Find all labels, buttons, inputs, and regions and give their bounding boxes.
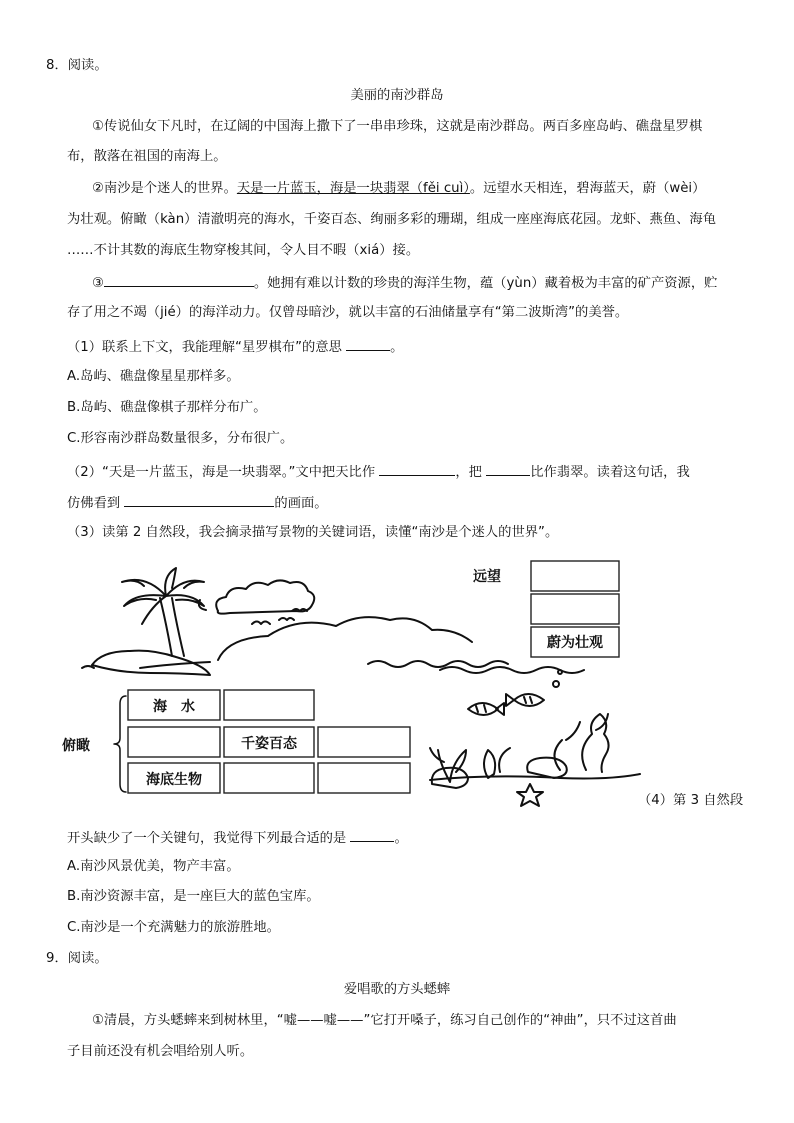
far-view-label: 远望 (473, 569, 501, 585)
blank-box-life-2[interactable] (318, 763, 410, 793)
blank-box-water[interactable] (224, 690, 314, 720)
q9-p1-line2: 子目前还没有机会唱给别人听。 (67, 1044, 254, 1059)
far-blank-box-2[interactable] (531, 594, 619, 624)
q8-sq2-text-c: 比作翡翠。读着这句话，我 (530, 465, 690, 480)
q8-p1-line2: 布，散落在祖国的南海上。 (67, 149, 227, 164)
q8-p1-line1: ①传说仙女下凡时，在辽阔的中国海上撒下了一串串珍珠，这就是南沙群岛。两百多座岛屿、礁盘星罗棋 (92, 119, 703, 134)
q8-sq2-text-d: 仿佛看到 (67, 496, 121, 511)
box-sea-water-label: 海 水 (153, 699, 195, 715)
q8-sq4-blank[interactable] (350, 828, 394, 842)
q8-p2-post: 。远望水天相连，碧海蓝天，蔚（wèi） (469, 181, 706, 196)
blank-box-coral-left[interactable] (128, 727, 220, 757)
wave-icon (82, 661, 584, 673)
q8-p2-underlined: 天是一片蓝玉，海是一块翡翠（fěi cuì） (236, 181, 470, 196)
q8-p2-line2: 为壮观。俯瞰（kàn）清澈明亮的海水，千姿百态、绚丽多彩的珊瑚，组成一座座海底花园。龙虾、燕鱼、海龟 (67, 212, 716, 227)
q8-sq1-option-b: B.岛屿、礁盘像棋子那样分布广。 (67, 400, 267, 415)
q8-sq3: （3）读第 2 自然段，我会摘录描写景物的关键词语，读懂“南沙是个迷人的世界”。 (67, 525, 559, 540)
q8-sq4-option-c: C.南沙是一个充满魅力的旅游胜地。 (67, 920, 280, 935)
q8-sq4-end: 。 (394, 831, 408, 846)
box-sea-life-label: 海底生物 (146, 772, 202, 788)
q9-header: 9．阅读。 (46, 951, 108, 966)
q8-sq4-option-a: A.南沙风景优美，物产丰富。 (67, 859, 240, 874)
q8-sq2-text-a: （2）“天是一片蓝玉，海是一块翡翠。”文中把天比作 (67, 465, 376, 480)
q8-sq4-option-b: B.南沙资源丰富，是一座巨大的蓝色宝库。 (67, 889, 320, 904)
q8-sq2-text-e: 的画面。 (274, 496, 328, 511)
q8-sq4-line2 (67, 828, 408, 848)
mountain-icon (140, 617, 472, 668)
fish-icon (468, 694, 544, 715)
starfish-icon (517, 784, 543, 806)
far-blank-box-1[interactable] (531, 561, 619, 591)
blank-box-life-1[interactable] (224, 763, 314, 793)
blank-box-coral-right[interactable] (318, 727, 410, 757)
q8-header: 8．阅读。 (46, 58, 108, 73)
q8-p2-line3: ……不计其数的海底生物穿梭其间，令人目不暇（xiá）接。 (67, 243, 420, 258)
q8-sq1-option-c: C.形容南沙群岛数量很多，分布很广。 (67, 431, 294, 446)
down-view-label: 俯瞰 (62, 738, 90, 754)
q8-sq1-text: （1）联系上下文，我能理解“星罗棋布”的意思 (67, 340, 342, 355)
q8-p3-post: 。她拥有难以计数的珍贵的海洋生物，蕴（yùn）藏着极为丰富的矿产资源，贮 (253, 276, 718, 291)
q8-p3-line2: 存了用之不竭（jié）的海洋动力。仅曾母暗沙，就以丰富的石油储量享有“第二波斯湾”的美誉。 (67, 305, 629, 320)
box-various-forms-label: 千姿百态 (241, 736, 297, 752)
q8-title: 美丽的南沙群岛 (350, 88, 444, 103)
q8-p2-pre: ②南沙是个迷人的世界。 (92, 181, 237, 196)
palm-tree-icon (92, 568, 210, 675)
far-box-label: 蔚为壮观 (547, 635, 603, 651)
q8-sq1-end: 。 (390, 340, 404, 355)
q9-p1-line1: ①清晨，方头蟋蟀来到树林里，“嘘——嘘——”它打开嗓子，练习自己创作的“神曲”，只不过这首曲 (92, 1013, 677, 1028)
q8-sq2-text-b: ，把 (455, 465, 482, 480)
q8-sq1-option-a: A.岛屿、礁盘像星星那样多。 (67, 369, 240, 384)
q8-p3-pre: ③ (92, 276, 104, 291)
q9-title: 爱唱歌的方头蟋蟀 (343, 982, 451, 997)
q8-sq4-text: 开头缺少了一个关键句，我觉得下列最合适的是 (67, 831, 347, 846)
q8-sq4-line1: （4）第 3 自然段 (638, 793, 744, 808)
